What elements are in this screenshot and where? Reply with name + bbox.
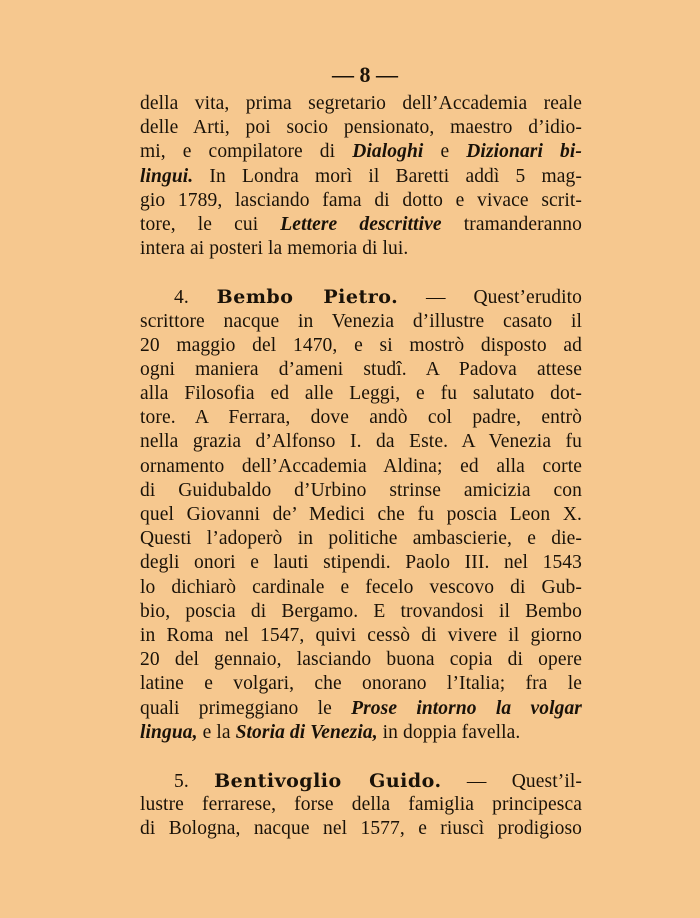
text-line: degli onori e lauti stipendi. Paolo III. nel 1543	[140, 552, 582, 574]
text-line: di Guidubaldo d’Urbino strinse amicizia con	[140, 479, 582, 501]
italic-title: Prose intorno la volgar	[351, 697, 582, 719]
text-line: della vita, prima segretario dell’Accademia reale	[140, 93, 582, 114]
entry-bentivoglio	[140, 769, 582, 842]
text-line: lo dichiarò cardinale e fecelo vescovo di Gub-	[140, 576, 582, 598]
text-line: alla Filosofia ed alle Leggi, e fu salutato dot-	[140, 383, 582, 405]
italic-title: Dialoghi	[352, 141, 424, 163]
text-line: delle Arti, poi socio pensionato, maestro d’idio-	[140, 117, 582, 139]
text-line: lustre ferrarese, forse della famiglia principesca	[140, 794, 582, 816]
entry-heading-line: 5. Bentivoglio Guido. — Quest’il-	[174, 769, 582, 792]
entry-bembo	[140, 285, 582, 745]
text-line: in Roma nel 1547, quivi cessò di vivere il giorno	[140, 624, 582, 646]
paragraph-continuation	[140, 92, 582, 261]
text-line: gio 1789, lasciando fama di dotto e vivace scrit-	[140, 189, 582, 211]
entry-heading-line: 4. Bembo Pietro. — Quest’erudito	[174, 286, 582, 309]
italic-title: lingua,	[140, 721, 198, 743]
text-line: scrittore nacque in Venezia d’illustre casato il	[140, 310, 582, 332]
page	[140, 58, 582, 841]
text-line: tore. A Ferrara, dove andò col padre, entrò	[140, 407, 582, 429]
text-line: ornamento dell’Accademia Aldina; ed alla corte	[140, 455, 582, 477]
italic-title: Lettere descrittive	[280, 213, 442, 235]
text-line: latine e volgari, che onorano l’Italia; fra le	[140, 673, 582, 695]
text-line: quel Giovanni de’ Medici che fu poscia Leon X.	[140, 504, 582, 525]
entry-name: Bembo Pietro.	[216, 286, 399, 309]
entry-number: 4.	[174, 287, 189, 309]
entry-number: 5.	[174, 770, 189, 792]
text-line: intera ai posteri la memoria di lui.	[140, 238, 409, 260]
italic-title: Storia di Venezia,	[235, 721, 378, 743]
text-line: tore, le cui Lettere descrittive tramanderanno	[140, 213, 582, 235]
text-line: Questi l’adoperò in politiche ambascierie, e die-	[140, 528, 582, 550]
text-line: mi, e compilatore di Dialoghi e Dizionari bi-	[140, 141, 582, 163]
italic-title: Dizionari bi-	[466, 141, 582, 163]
text-line: di Bologna, nacque nel 1577, e riuscì prodigioso	[140, 818, 582, 840]
italic-title: lingui.	[140, 165, 194, 187]
text-line: 20 maggio del 1470, e si mostrò disposto ad	[140, 334, 582, 356]
text-line: nella grazia d’Alfonso I. da Este. A Venezia fu	[140, 431, 582, 453]
text-line: quali primeggiano le Prose intorno la volgar	[140, 697, 582, 719]
text-line: 20 del gennaio, lasciando buona copia di opere	[140, 649, 582, 671]
text-line: bio, poscia di Bergamo. E trovandosi il Bembo	[140, 600, 582, 622]
entry-name: Bentivoglio Guido.	[214, 769, 442, 792]
page-number: — 8 —	[332, 62, 398, 87]
text-line: lingua, e la Storia di Venezia, in doppia favella.	[140, 721, 521, 743]
text-line: lingui. In Londra morì il Baretti addì 5 mag-	[140, 165, 582, 187]
text-line: ogni maniera d’ameni studî. A Padova attese	[140, 358, 582, 380]
